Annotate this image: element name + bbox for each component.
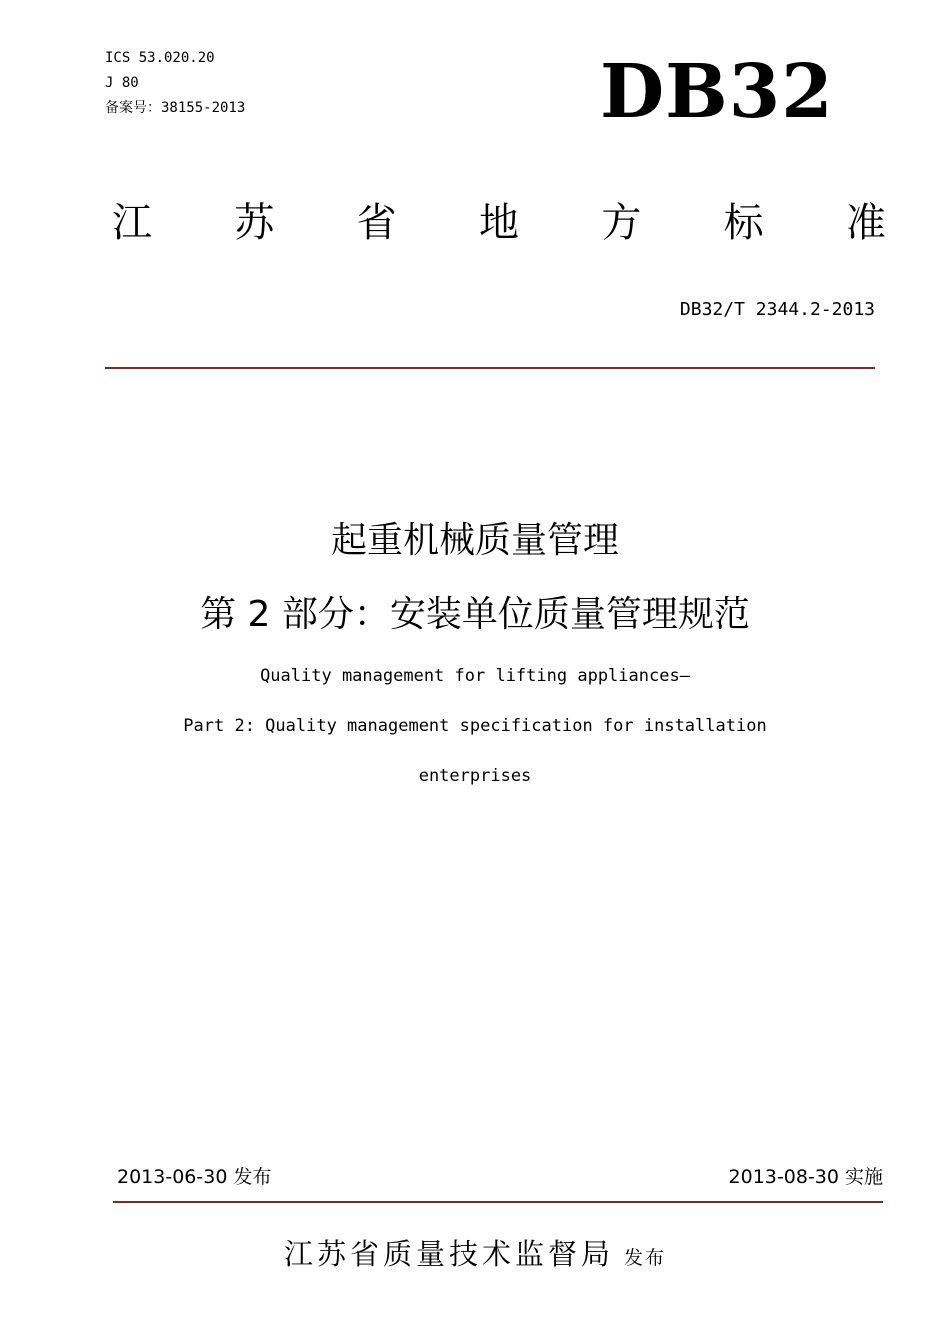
standard-type-char: 准 xyxy=(845,200,886,246)
standard-type-char: 方 xyxy=(601,200,642,246)
publisher-org: 江苏省质量技术监督局 xyxy=(283,1237,614,1271)
standard-type-char: 江 xyxy=(112,200,152,246)
standard-type-char: 地 xyxy=(478,200,519,246)
top-divider xyxy=(105,367,875,369)
ics-code: ICS 53.020.20 xyxy=(105,50,215,66)
publisher xyxy=(0,1232,950,1281)
title-en-line2: Part 2: Quality management specification for installation xyxy=(183,716,767,736)
implement-date: 2013-08-30 实施 xyxy=(728,1166,883,1188)
db32-logo: DB32 xyxy=(600,49,834,135)
record-number: 备案号：38155-2013 xyxy=(105,100,246,116)
title-en-line1: Quality management for lifting appliances— xyxy=(260,666,690,686)
title-cn-line1: 起重机械质量管理 xyxy=(330,520,619,561)
title-cn-line2: 第 2 部分：安装单位质量管理规范 xyxy=(200,594,750,635)
ccs-code: J 80 xyxy=(105,75,139,91)
standard-type-char: 苏 xyxy=(234,200,275,246)
publish-date: 2013-06-30 发布 xyxy=(117,1166,272,1188)
publisher-suffix: 发布 xyxy=(624,1247,667,1269)
standard-type-heading xyxy=(112,197,886,249)
title-en-line3: enterprises xyxy=(418,766,532,786)
standard-type-char: 省 xyxy=(356,200,397,246)
standard-type-char: 标 xyxy=(723,200,764,246)
bottom-divider xyxy=(113,1201,883,1203)
standard-number: DB32/T 2344.2-2013 xyxy=(679,299,875,320)
